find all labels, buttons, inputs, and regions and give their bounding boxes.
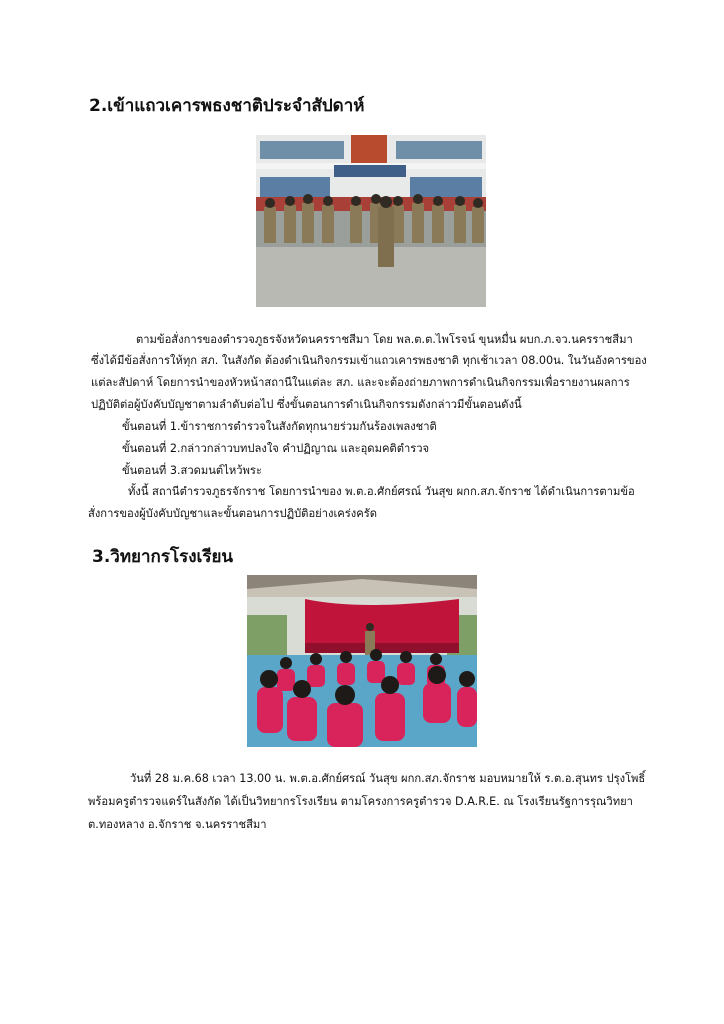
- step-item: ขั้นตอนที่ 3.สวดมนต์ไหว้พระ: [122, 464, 262, 477]
- closing-line: ทั้งนี้ สถานีตำรวจภูธรจักราช โดยการนำของ พ.ต.อ.ศักย์ศรณ์ วันสุข ผกก.สภ.จักราช ได้ดำเนินการตามข้อ: [128, 485, 635, 498]
- paragraph-line: ตามข้อสั่งการของตำรวจภูธรจังหวัดนครราชสีมา โดย พล.ต.ต.ไพโรจน์ ขุนหมื่น ผบก.ภ.จว.นครราชสีมา: [136, 333, 633, 346]
- step-item: ขั้นตอนที่ 1.ข้าราชการตำรวจในสังกัดทุกนายร่วมกันร้องเพลงชาติ: [122, 420, 437, 433]
- flag-ceremony-illustration: [256, 135, 486, 307]
- paragraph-line: ซึ่งได้มีข้อสั่งการให้ทุก สภ. ในสังกัด ต้องดำเนินกิจกรรมเข้าแถวเคารพธงชาติ ทุกเช้าเวลา 08.00น. ในวันอังคารของ: [91, 354, 647, 367]
- paragraph-line: ปฏิบัติต่อผู้บังคับบัญชาตามลำดับต่อไป ซึ่งขั้นตอนการดำเนินกิจกรรมดังกล่าวมีขั้นตอนดังนี้: [91, 398, 522, 411]
- paragraph-line: ต.ทองหลาง อ.จักราช จ.นครราชสีมา: [88, 818, 267, 831]
- section-heading-school-lecture: 3.วิทยากรโรงเรียน: [92, 547, 234, 567]
- school-lecture-illustration: [247, 575, 477, 747]
- step-item: ขั้นตอนที่ 2.กล่าวกล่าวบทปลงใจ คำปฏิญาณ และอุดมคติตำรวจ: [122, 442, 430, 455]
- school-lecture-photo: [247, 575, 477, 747]
- paragraph-line: วันที่ 28 ม.ค.68 เวลา 13.00 น. พ.ต.อ.ศักย์ศรณ์ วันสุข ผกก.สภ.จักราช มอบหมายให้ ร.ต.อ.สุนทร ปรุงโพธิ์: [130, 772, 646, 785]
- closing-line: สั่งการของผู้บังคับบัญชาและขั้นตอนการปฏิบัติอย่างเคร่งครัด: [88, 507, 378, 520]
- flag-ceremony-photo: [256, 135, 486, 307]
- paragraph-line: แต่ละสัปดาห์ โดยการนำของหัวหน้าสถานีในแต่ละ สภ. และจะต้องถ่ายภาพการดำเนินกิจกรรมเพื่อรายงานผลการ: [91, 376, 630, 389]
- section-heading-flag-ceremony: 2.เข้าแถวเคารพธงชาติประจำสัปดาห์: [89, 96, 365, 116]
- paragraph-line: พร้อมครูตำรวจแดร์ในสังกัด ได้เป็นวิทยากรโรงเรียน ตามโครงการครูตำรวจ D.A.R.E. ณ โรงเรียนรัฐการรุณวิทยา: [88, 795, 633, 808]
